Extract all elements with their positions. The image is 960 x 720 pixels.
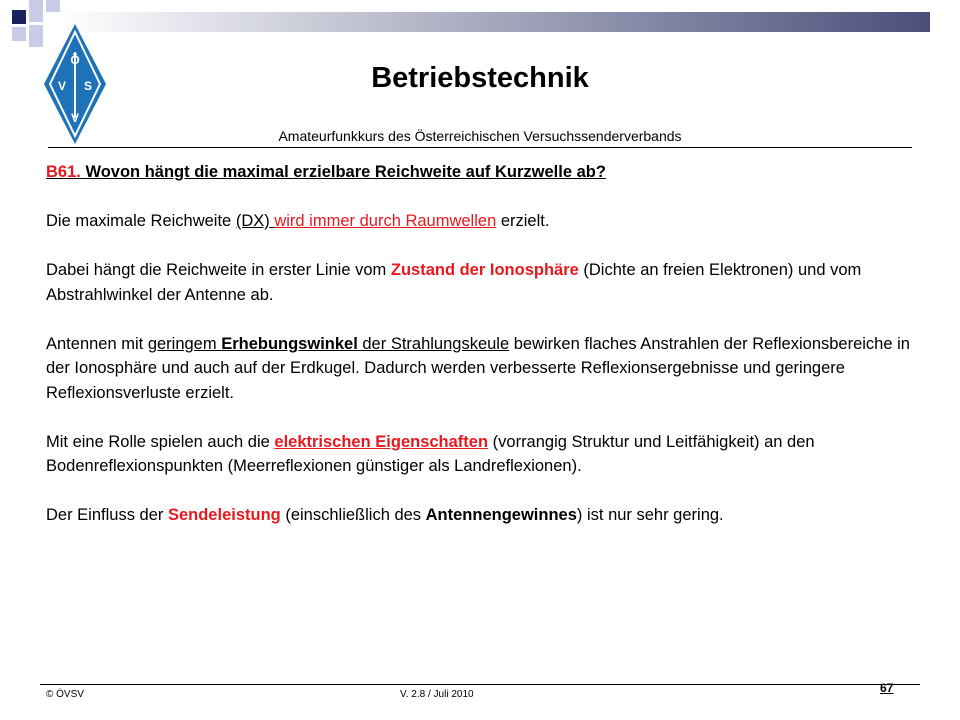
page-number: 67 xyxy=(880,681,894,695)
text-span: Der Einfluss der xyxy=(46,506,168,524)
logo-letter-left: V xyxy=(57,79,67,93)
text-span: (vorrangig Struktur und Leitfähigkeit) an den Bodenreflexionspunkten (Meerreflexionen günstiger als Landreflexionen). xyxy=(46,432,815,475)
dx-term: (DX) xyxy=(235,212,270,230)
antennengewinn-highlight: Antennengewinnes xyxy=(425,506,577,524)
slide-content xyxy=(46,160,916,552)
text-span: Antennen mit xyxy=(46,334,148,353)
text-span: ) ist nur sehr gering. xyxy=(576,506,724,524)
strahlungskeule-term: der Strahlungskeule xyxy=(357,334,510,353)
sendeleistung-highlight: Sendeleistung xyxy=(167,506,281,524)
paragraph-ionosphaere xyxy=(46,258,916,307)
geringem-term: geringem xyxy=(147,334,222,353)
paragraph-raumwellen xyxy=(46,209,916,234)
erhebungswinkel-highlight: Erhebungswinkel xyxy=(221,334,358,353)
text-span: Dabei hängt die Reichweite in erster Linie vom xyxy=(46,261,391,279)
page-subtitle: Amateurfunkkurs des Österreichischen Versuchssenderverbands xyxy=(278,128,682,144)
header-divider xyxy=(48,147,912,148)
text-span: (Dichte an freien Elektronen) und vom Abstrahlwinkel der Antenne ab. xyxy=(46,261,862,304)
header-decoration xyxy=(0,0,960,50)
question-text: Wovon hängt die maximal erzielbare Reichweite auf Kurzwelle ab? xyxy=(80,163,606,181)
ionosphaere-highlight: Zustand der Ionosphäre xyxy=(390,261,579,279)
page-title: Betriebstechnik xyxy=(371,62,589,94)
text-span: erzielt. xyxy=(496,212,550,230)
footer-copyright: © ÖVSV xyxy=(46,689,84,700)
raumwellen-highlight: wird immer durch Raumwellen xyxy=(274,212,497,230)
paragraph-eigenschaften xyxy=(46,430,916,479)
paragraph-erhebungswinkel xyxy=(46,332,916,406)
text-span: Mit eine Rolle spielen auch die xyxy=(46,432,275,451)
question-number: B61. xyxy=(46,163,81,181)
text-span: (einschließlich des xyxy=(280,506,426,524)
eigenschaften-highlight: elektrischen Eigenschaften xyxy=(274,432,489,451)
text-span: bewirken flaches Anstrahlen der Reflexionsbereiche in der Ionosphäre und auch auf der Erdkugel. Dadurch werden verbesserte Reflexionsergebnisse und geringere Reflexionsverluste erzielt. xyxy=(46,334,910,402)
question-heading xyxy=(46,160,916,185)
logo-letter-bottom: V xyxy=(70,111,80,125)
text-span: Die maximale Reichweite xyxy=(46,212,236,230)
paragraph-sendeleistung xyxy=(46,503,916,528)
footer-divider xyxy=(40,684,920,685)
footer-version: V. 2.8 / Juli 2010 xyxy=(400,689,474,700)
logo-letter-right: S xyxy=(83,79,93,93)
logo-letter-top: Ö xyxy=(70,53,80,67)
